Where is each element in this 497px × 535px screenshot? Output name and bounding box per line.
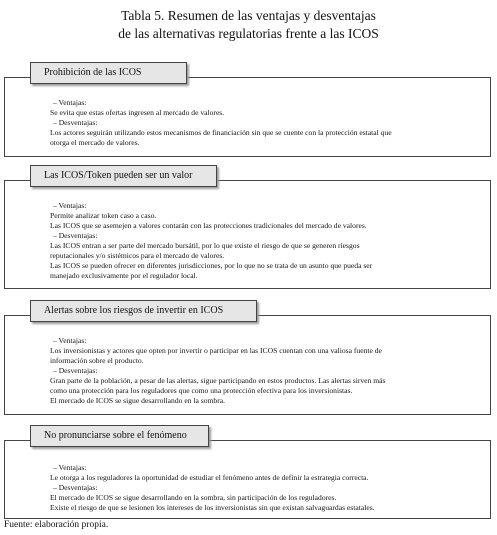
ventajas-label: – Ventajas: [53,201,87,210]
ventajas-label: – Ventajas: [53,463,87,472]
content-line: Los inversionistas y actores que opten por invertir o participar en las ICOS cuentan con una valiosa fuente de [50,346,382,355]
content-line: como una protección para los reguladores que como una protección efectiva para los inversionistas. [50,386,353,395]
desventajas-label: – Desventajas: [53,118,98,127]
section-heading: Prohibición de las ICOS [30,62,187,84]
content-line: Permite analizar token caso a caso. [50,211,157,220]
content-line: Gran parte de la población, a pesar de las alertas, sigue participando en estos productos. Las alertas sirven más [50,376,386,385]
section-token-valor [4,165,491,290]
content-line: Las ICOS entran a ser parte del mercado bursátil, por lo que existe el riesgo de que se generen riesgos [50,241,360,250]
desventajas-label: – Desventajas: [53,483,98,492]
table-title-line-1: Tabla 5. Resumen de las ventajas y desventajas [121,8,376,23]
content-line: manejado exclusivamente por el regulador local. [50,271,198,280]
content-line: otorga el mercado de valores. [50,138,140,147]
content-line: El mercado de ICOS se sigue desarrollando en la sombra, sin participación de los reguladores. [50,493,337,502]
content-line: Existe el riesgo de que se lesionen los intereses de los inversionistas sin que existan salvaguardas estatales. [50,503,375,512]
content-line: Le otorga a los reguladores la oportunidad de estudiar el fenómeno antes de definir la estrategia correcta. [50,473,369,482]
section-content [50,463,483,513]
content-line: Las ICOS se pueden ofrecer en diferentes jurisdicciones, por lo que no se trata de un asunto que pueda ser [50,261,373,270]
ventajas-label: – Ventajas: [53,336,87,345]
section-content [50,201,483,281]
section-heading: No pronunciarse sobre el fenómeno [30,425,209,447]
content-line: Se evita que estas ofertas ingresen al mercado de valores. [50,108,225,117]
desventajas-label: – Desventajas: [53,231,98,240]
desventajas-label: – Desventajas: [53,366,98,375]
section-no-pronunciarse [4,425,491,520]
table-title-line-2: de las alternativas regulatorias frente a las ICOS [118,26,379,41]
source-note: Fuente: elaboración propia. [4,520,109,530]
section-alertas [4,300,491,416]
table-title [0,7,497,43]
section-prohibicion [4,62,491,158]
content-line: Las ICOS que se asemejen a valores contarán con las protecciones tradicionales del mercado de valores. [50,221,367,230]
ventajas-label: – Ventajas: [53,98,87,107]
content-line: reputacionales y/o sistémicos para el mercado de valores. [50,251,225,260]
section-content [50,98,483,148]
section-content [50,336,483,406]
content-line: El mercado de ICOS se sigue desarrollando en la sombra. [50,396,226,405]
section-heading: Las ICOS/Token pueden ser un valor [30,165,217,187]
content-line: información sobre el producto. [50,356,144,365]
section-heading: Alertas sobre los riesgos de invertir en ICOS [30,300,257,322]
content-line: Los actores seguirán utilizando estos mecanismos de financiación sin que se cuente con la protección estatal que [50,128,392,137]
